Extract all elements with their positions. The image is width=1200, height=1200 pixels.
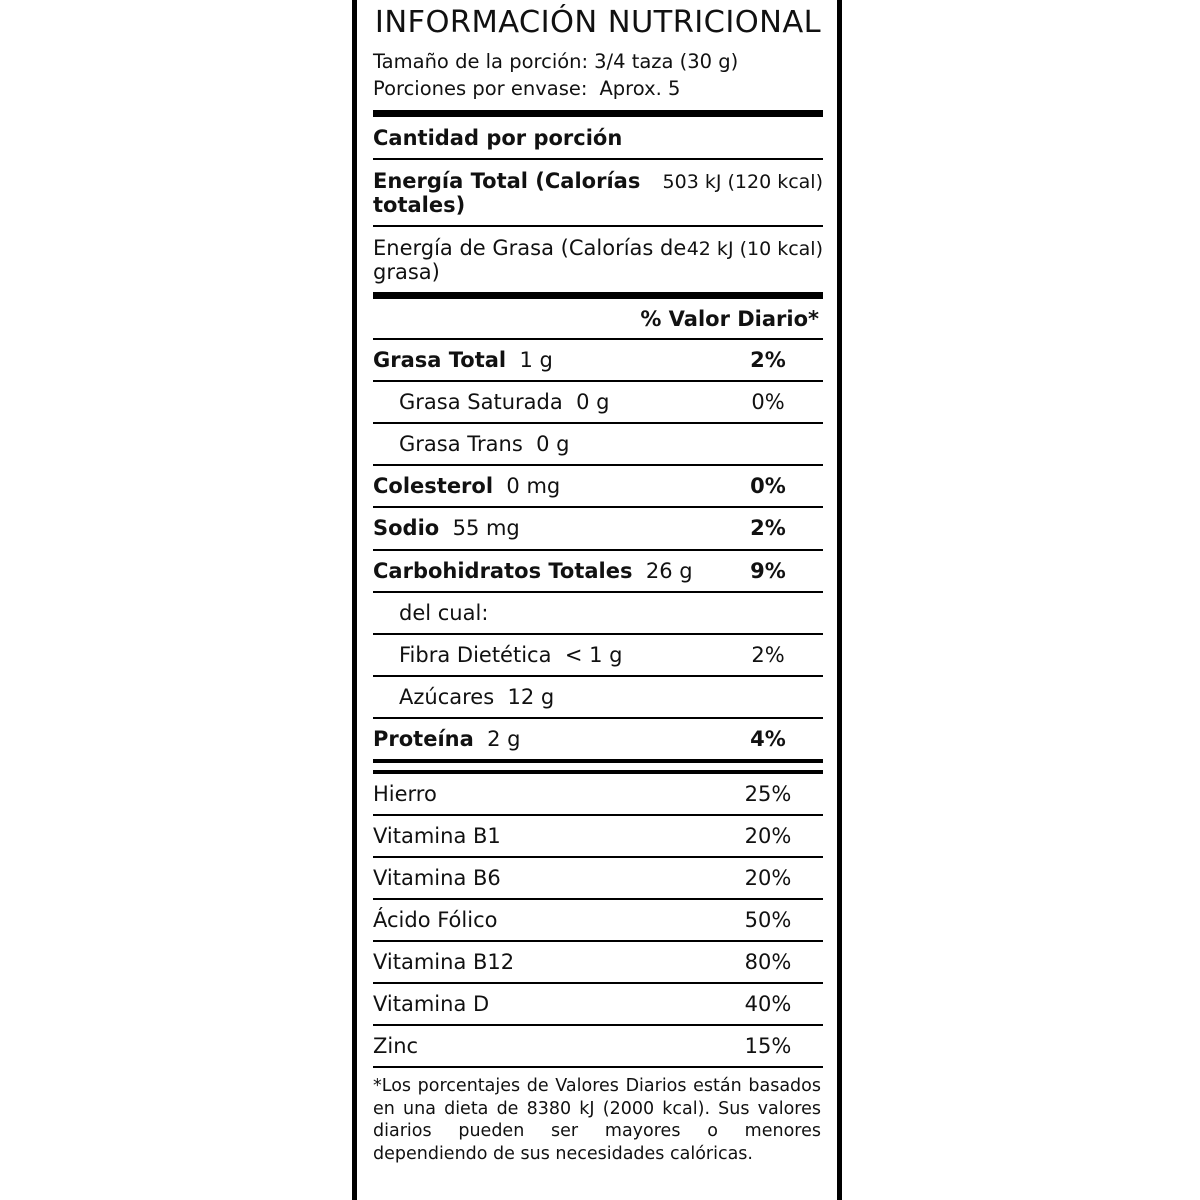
nutrient-name: Azúcares [399, 685, 495, 710]
nutrient-name: Fibra Dietética [399, 642, 552, 667]
sub-note-row [373, 593, 823, 635]
amount-per-serving: Cantidad por porción [373, 117, 823, 160]
nutrient-dv: 0% [751, 390, 785, 415]
serving-size-line [373, 48, 823, 76]
table-row [373, 466, 823, 508]
nutrient-amount: 55 mg [452, 516, 520, 541]
nutrient-name: Sodio [373, 516, 440, 541]
table-row [373, 424, 823, 466]
servings-per-container-value: Aprox. 5 [599, 77, 681, 101]
table-row [373, 551, 823, 593]
nutrient-amount: 1 g [519, 347, 553, 372]
table-row [373, 508, 823, 550]
nutrient-name: Carbohidratos Totales [373, 558, 633, 583]
nutrient-dv: 0% [750, 474, 786, 499]
table-row [373, 984, 823, 1026]
energy-fat-row [373, 227, 823, 299]
energy-fat-value: 42 kJ (10 kcal) [686, 237, 823, 260]
vitamin-name: Vitamina B12 [373, 950, 515, 975]
table-row [373, 942, 823, 984]
page-title: INFORMACIÓN NUTRICIONAL [374, 5, 822, 40]
vitamin-name: Ácido Fólico [373, 908, 498, 933]
vitamin-name: Zinc [373, 1034, 419, 1059]
sub-note: del cual: [399, 600, 489, 625]
energy-fat-label: Energía de Grasa (Calorías de grasa) [373, 235, 687, 284]
servings-per-container-line [373, 75, 823, 103]
nutrient-dv: 2% [750, 516, 786, 541]
nutrient-dv: 2% [751, 642, 785, 667]
nutrient-amount: 0 g [576, 390, 610, 415]
table-row [373, 858, 823, 900]
daily-value-header-text: % Valor Diario* [640, 306, 819, 331]
nutrient-amount: 26 g [645, 558, 693, 583]
energy-total-row [373, 160, 823, 227]
servings-per-container-label: Porciones por envase: [373, 77, 588, 101]
vitamin-dv: 25% [744, 782, 792, 807]
vitamin-dv: 50% [744, 908, 792, 933]
daily-value-header [373, 299, 823, 340]
table-row [373, 816, 823, 858]
nutrient-amount: < 1 g [564, 642, 623, 667]
table-row [373, 900, 823, 942]
nutrient-dv: 4% [750, 727, 786, 752]
table-row [373, 382, 823, 424]
table-row [373, 340, 823, 382]
serving-size-label: Tamaño de la porción: [373, 49, 589, 73]
nutrient-dv: 2% [750, 347, 786, 372]
energy-total-label: Energía Total (Calorías totales) [373, 168, 641, 217]
nutrient-dv: 9% [750, 558, 786, 583]
nutrient-amount: 0 g [536, 432, 570, 457]
vitamin-dv: 80% [744, 950, 792, 975]
footnote: *Los porcentajes de Valores Diarios están basados en una dieta de 8380 kJ (2000 kcal). Sus valores diarios pueden ser mayores o menores dependiendo de sus necesidades calóricas. [373, 1076, 821, 1164]
table-row [373, 774, 823, 816]
nutrient-name: Proteína [373, 727, 474, 752]
vitamin-dv: 40% [744, 992, 792, 1017]
vitamin-name: Vitamina B1 [373, 824, 501, 849]
serving-size-value: 3/4 taza (30 g) [594, 49, 739, 73]
nutrient-amount: 12 g [507, 685, 555, 710]
nutrient-name: Colesterol [373, 474, 494, 499]
energy-total-value: 503 kJ (120 kcal) [662, 170, 823, 193]
nutrient-amount: 0 mg [506, 474, 561, 499]
nutrient-name: Grasa Trans [399, 432, 523, 457]
nutrient-name: Grasa Saturada [399, 390, 563, 415]
vitamin-name: Vitamina D [373, 992, 490, 1017]
divider-thick-top [373, 110, 823, 117]
table-row [373, 1026, 823, 1068]
nutrition-facts-panel [352, 0, 842, 1200]
vitamin-dv: 15% [744, 1034, 792, 1059]
nutrient-amount: 2 g [487, 727, 521, 752]
table-row [373, 719, 823, 759]
table-row [373, 635, 823, 677]
vitamin-name: Hierro [373, 782, 437, 807]
table-row [373, 677, 823, 719]
vitamin-dv: 20% [744, 824, 792, 849]
nutrient-name: Grasa Total [373, 347, 507, 372]
vitamin-name: Vitamina B6 [373, 866, 501, 891]
vitamin-dv: 20% [744, 866, 792, 891]
